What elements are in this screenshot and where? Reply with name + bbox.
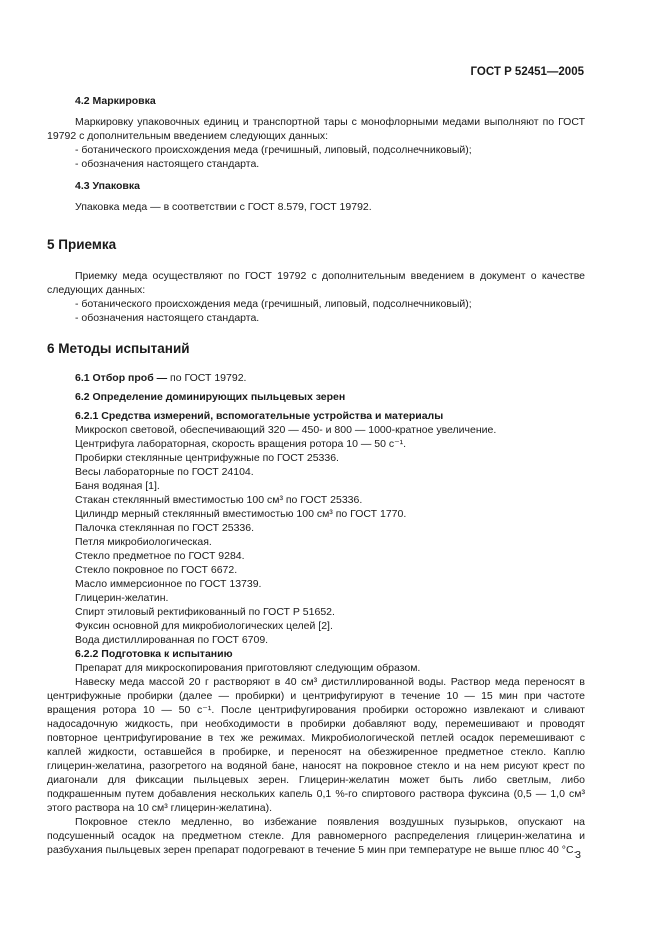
- section-6-1-title: 6.1 Отбор проб —: [75, 372, 168, 384]
- list-item: - ботанического происхождения меда (гречишный, липовый, подсолнечниковый);: [75, 144, 472, 156]
- list-item: - обозначения настоящего стандарта.: [75, 158, 260, 170]
- section-6-2-1-title: 6.2.1 Средства измерений, вспомогательные устройства и материалы: [75, 410, 444, 422]
- preparation-intro: Препарат для микроскопирования приготовляют следующим образом.: [75, 662, 421, 674]
- equipment-item: Пробирки стеклянные центрифужные по ГОСТ 25336.: [75, 452, 339, 464]
- equipment-list: [47, 423, 585, 647]
- page-number: 3: [575, 849, 581, 861]
- equipment-item: Стекло предметное по ГОСТ 9284.: [75, 550, 245, 562]
- equipment-item: Глицерин-желатин.: [75, 592, 169, 604]
- section-5-title: 5 Приемка: [47, 237, 117, 252]
- section-4-3-title: 4.3 Упаковка: [75, 180, 140, 192]
- list-item: - ботанического происхождения меда (гречишный, липовый, подсолнечниковый);: [75, 298, 472, 310]
- equipment-item: Весы лабораторные по ГОСТ 24104.: [75, 466, 254, 478]
- section-6-1: [47, 371, 585, 385]
- equipment-item: Палочка стеклянная по ГОСТ 25336.: [75, 522, 255, 534]
- section-4-3-paragraph: Упаковка меда — в соответствии с ГОСТ 8.579, ГОСТ 19792.: [75, 201, 372, 213]
- section-4-2-title: 4.2 Маркировка: [75, 95, 156, 107]
- equipment-item: Спирт этиловый ректификованный по ГОСТ Р 51652.: [75, 606, 335, 618]
- standard-header: ГОСТ Р 52451—2005: [470, 66, 584, 78]
- equipment-item: Стакан стеклянный вместимостью 100 см³ по ГОСТ 25336.: [75, 494, 363, 506]
- preparation-paragraph-2: Покровное стекло медленно, во избежание появления воздушных пузырьков, опускают на подсушенный осадок на предметном стекле. Для равномерного распределения глицерин-желатина и разбухания пыльцевых зерен препарат подогревают в течение 5 мин при температуре не выше плюс 40 °С.: [47, 816, 585, 856]
- equipment-item: Вода дистиллированная по ГОСТ 6709.: [75, 634, 269, 646]
- list-item: - обозначения настоящего стандарта.: [75, 312, 260, 324]
- section-6-1-text: по ГОСТ 19792.: [167, 372, 247, 384]
- section-4-2-paragraph: Маркировку упаковочных единиц и транспортной тары с монофлорными медами выполняют по ГОСТ 19792 с дополнительным введением следующих данных:: [47, 116, 585, 142]
- equipment-item: Петля микробиологическая.: [75, 536, 212, 548]
- equipment-item: Масло иммерсионное по ГОСТ 13739.: [75, 578, 262, 590]
- equipment-item: Стекло покровное по ГОСТ 6672.: [75, 564, 238, 576]
- preparation-paragraph-1: Навеску меда массой 20 г растворяют в 40 см³ дистиллированной воды. Раствор меда переносят в центрифужные пробирки (далее — пробирки) и центрифугируют в течение 10 — 15 мин при частоте вращения ротора 10 — 50 с⁻¹. После центрифугирования пробирки осторожно извлекают и сливают надосадочную жидкость, при необходимости в пробирки добавляют воду, перемешивают и проводят повторное центрифугирование в тех же режимах. Микробиологической петлей осадок перемешивают с каплей жидкости, оставшейся в пробирке, и переносят на обезжиренное предметное стекло. Каплю глицерин-желатина, разогретого на водяной бане, наносят на покровное стекло и на нем рисуют крест по диагонали для фиксации пыльцевых зерен. Глицерин-желатин может быть либо светлым, либо подкрашенным путем добавления нескольких капель 0,1 %-го спиртового раствора фуксина (0,5 — 1,0 см³ этого раствора на 10 см³ глицерин-желатина).: [47, 676, 585, 814]
- section-6-2-2-title: 6.2.2 Подготовка к испытанию: [75, 648, 233, 660]
- equipment-item: Центрифуга лабораторная, скорость вращения ротора 10 — 50 с⁻¹.: [75, 438, 407, 450]
- equipment-item: Баня водяная [1].: [75, 480, 160, 492]
- section-6-title: 6 Методы испытаний: [47, 341, 190, 356]
- document-body: [47, 94, 585, 857]
- section-5-paragraph: Приемку меда осуществляют по ГОСТ 19792 с дополнительным введением в документ о качестве следующих данных:: [47, 270, 585, 296]
- equipment-item: Фуксин основной для микробиологических целей [2].: [75, 620, 333, 632]
- section-6-2-title: 6.2 Определение доминирующих пыльцевых зерен: [75, 391, 346, 403]
- equipment-item: Цилиндр мерный стеклянный вместимостью 100 см³ по ГОСТ 1770.: [75, 508, 407, 520]
- equipment-item: Микроскоп световой, обеспечивающий 320 — 450- и 800 — 1000-кратное увеличение.: [75, 424, 497, 436]
